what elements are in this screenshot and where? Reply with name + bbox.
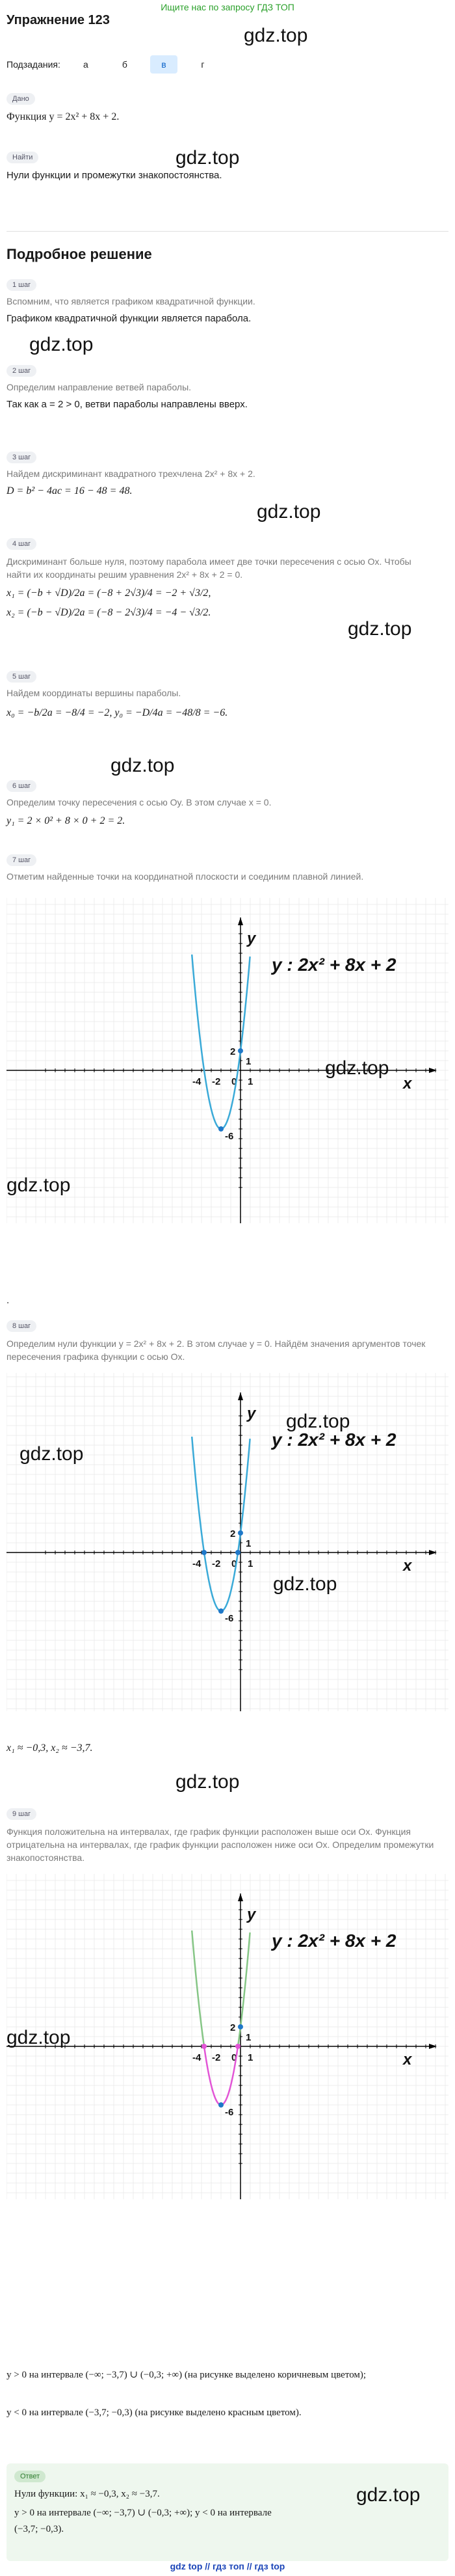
y-axis-label: y	[247, 1906, 256, 1923]
step-2-tag: 2 шаг	[6, 365, 36, 377]
stray-dot: .	[6, 1295, 10, 1306]
watermark: gdz.top	[244, 25, 308, 46]
tick-label: 2	[230, 2022, 236, 2033]
answer-tag: Ответ	[14, 2471, 46, 2482]
tick-label: 1	[248, 1076, 254, 1087]
step-1-text: Графиком квадратичной функции является парабола.	[6, 313, 252, 324]
watermark: gdz.top	[20, 1443, 84, 1465]
given-block	[6, 92, 119, 123]
tick-label: 1	[246, 1056, 252, 1067]
subtasks-row	[6, 55, 216, 74]
step-6-tag: 6 шаг	[6, 780, 36, 792]
tick-label: -4	[192, 1558, 202, 1569]
step-7	[6, 854, 448, 882]
step-9	[6, 1808, 448, 1864]
y-axis-label: y	[247, 930, 256, 947]
positive-interval: y > 0 на интервале (−∞; −3,7) ∪ (−0,3; +∞) (на рисунке выделено коричневым цветом);	[6, 2370, 367, 2380]
x-axis-label: x	[403, 2051, 412, 2068]
negative-interval: y < 0 на интервале (−3,7; −0,3) (на рисунке выделено красным цветом).	[6, 2407, 302, 2418]
tick-label: -6	[225, 1613, 234, 1624]
step-4-tag: 4 шаг	[6, 538, 36, 550]
step-5	[6, 670, 448, 719]
step-3-hint: Найдем дискриминант квадратного трехчлена 2x² + 8x + 2.	[6, 468, 255, 479]
vertex-point	[218, 1126, 224, 1132]
tick-label: -4	[192, 2052, 202, 2063]
answer-line-2: y > 0 на интервале (−∞; −3,7) ∪ (−0,3; +∞); y < 0 на интервале	[14, 2508, 272, 2518]
vertex-point	[218, 2102, 224, 2108]
step-4-text-2: x₂ = (−b − √D)/2a = (−8 − 2√3)/4 = −4 − √3/2.	[6, 607, 211, 618]
footer-links[interactable]: gdz top // гдз топ // гдз top	[170, 2561, 285, 2571]
tick-label: 0	[231, 1558, 237, 1569]
answer-line-1: Нули функции: x₁ ≈ −0,3, x₂ ≈ −3,7.	[14, 2489, 160, 2499]
y-axis-arrow	[238, 917, 243, 925]
function-label: y : 2x² + 8x + 2	[272, 1430, 396, 1450]
zero-point	[235, 2044, 240, 2049]
step-9-tag: 9 шаг	[6, 1808, 36, 1820]
step-4	[6, 537, 448, 619]
tick-label: -6	[225, 2107, 234, 2118]
step-1-tag: 1 шаг	[6, 279, 36, 291]
watermark: gdz.top	[257, 501, 321, 522]
zero-point	[235, 1550, 240, 1555]
tick-label: -6	[225, 1131, 234, 1142]
top-banner[interactable]: Ищите нас по запросу ГДЗ ТОП	[161, 2, 294, 12]
tick-label: 2	[230, 1528, 236, 1539]
step-7-hint: Отметим найденные точки на координатной плоскости и соединим плавной линией.	[6, 871, 364, 882]
tick-label: -2	[212, 2052, 221, 2063]
tick-label: -4	[192, 1076, 202, 1087]
step-8-text: x₁ ≈ −0,3, x₂ ≈ −3,7.	[6, 1742, 93, 1754]
watermark: gdz.top	[273, 1573, 337, 1595]
step-7-tag: 7 шаг	[6, 854, 36, 866]
y-intercept-point	[238, 1048, 243, 1053]
page-title: Упражнение 123	[6, 13, 110, 27]
tick-label: 0	[231, 2052, 237, 2063]
tab-v[interactable]: в	[150, 55, 177, 74]
zero-point	[202, 1550, 207, 1555]
tab-b[interactable]: б	[122, 59, 127, 70]
step-3-text: D = b² − 4ac = 16 − 48 = 48.	[6, 485, 133, 496]
solution-title: Подробное решение	[6, 246, 152, 262]
zero-point	[202, 2044, 207, 2049]
step-6	[6, 780, 448, 827]
divider	[6, 231, 448, 232]
tick-label: 1	[246, 2032, 252, 2043]
watermark: gdz.top	[286, 1411, 350, 1432]
step-4-hint: Дискриминант больше нуля, поэтому парабола имеет две точки пересечения с осью Ox. Чтобы найти их координаты решим уравнения 2x² + 8x + 2 = 0.	[6, 556, 411, 580]
tick-label: -2	[212, 1558, 221, 1569]
watermark: gdz.top	[176, 1771, 240, 1793]
subtasks-label: Подзадания:	[6, 59, 60, 70]
tick-label: 1	[248, 1558, 254, 1569]
y-intercept-point	[238, 1530, 243, 1536]
step-8-hint: Определим нули функции y = 2x² + 8x + 2. В этом случае y = 0. Найдём значения аргументов точек пересечения графика функции с осью Ox.	[6, 1338, 426, 1362]
watermark: gdz.top	[325, 1057, 389, 1079]
y-axis-arrow	[238, 1893, 243, 1901]
watermark: gdz.top	[110, 755, 175, 776]
step-1	[6, 278, 448, 324]
watermark: gdz.top	[6, 2027, 71, 2048]
y-intercept-point	[238, 2024, 243, 2029]
function-label: y : 2x² + 8x + 2	[272, 1931, 396, 1951]
watermark: gdz.top	[348, 618, 412, 640]
step-5-tag: 5 шаг	[6, 671, 36, 683]
x-axis-label: x	[403, 1557, 412, 1575]
y-axis-label: y	[247, 1405, 256, 1422]
find-text: Нули функции и промежутки знакопостоянства.	[6, 170, 222, 181]
step-3-tag: 3 шаг	[6, 452, 36, 463]
given-text: Функция y = 2x² + 8x + 2.	[6, 111, 120, 122]
step-8	[6, 1320, 448, 1363]
function-label: y : 2x² + 8x + 2	[272, 955, 396, 975]
tab-g[interactable]: г	[201, 59, 205, 70]
step-2-text: Так как a = 2 > 0, ветви параболы направлены вверх.	[6, 399, 248, 410]
watermark: gdz.top	[6, 1174, 71, 1196]
step-2	[6, 364, 448, 410]
tick-label: 0	[231, 1076, 237, 1087]
step-3	[6, 451, 448, 497]
step-1-hint: Вспомним, что является графиком квадратичной функции.	[6, 296, 255, 306]
watermark: gdz.top	[356, 2484, 421, 2506]
step-9-hint: Функция положительна на интервалах, где график функции расположен выше оси Ox. Функция отрицательна на интервалах, где график функции расположен ниже оси Ox. Определим промежутки знакопостоянства.	[6, 1826, 434, 1863]
answer-line-3: (−3,7; −0,3).	[14, 2524, 64, 2534]
graph-2	[6, 1373, 448, 1711]
watermark: gdz.top	[176, 147, 240, 169]
find-tag: Найти	[6, 152, 38, 163]
given-tag: Дано	[6, 93, 35, 105]
step-5-text: x₀ = −b/2a = −8/4 = −2, y₀ = −D/4a = −48/8 = −6.	[6, 707, 228, 718]
tick-label: -2	[212, 1076, 221, 1087]
tick-label: 1	[246, 1538, 252, 1549]
step-5-hint: Найдем координаты вершины параболы.	[6, 688, 181, 698]
watermark: gdz.top	[29, 334, 94, 355]
tick-label: 2	[230, 1046, 236, 1057]
answer-box	[6, 2463, 448, 2561]
vertex-point	[218, 1608, 224, 1614]
step-6-hint: Определим точку пересечения с осью Oy. В этом случае x = 0.	[6, 797, 272, 807]
step-8-tag: 8 шаг	[6, 1320, 36, 1332]
graph-3	[6, 1874, 448, 2199]
tab-a[interactable]: а	[83, 59, 88, 70]
step-6-text: y₁ = 2 × 0² + 8 × 0 + 2 = 2.	[6, 815, 125, 826]
step-4-text-1: x₁ = (−b + √D)/2a = (−8 + 2√3)/4 = −2 + √3/2,	[6, 588, 211, 599]
tick-label: 1	[248, 2052, 254, 2063]
step-2-hint: Определим направление ветвей параболы.	[6, 382, 192, 392]
x-axis-label: x	[403, 1075, 412, 1092]
